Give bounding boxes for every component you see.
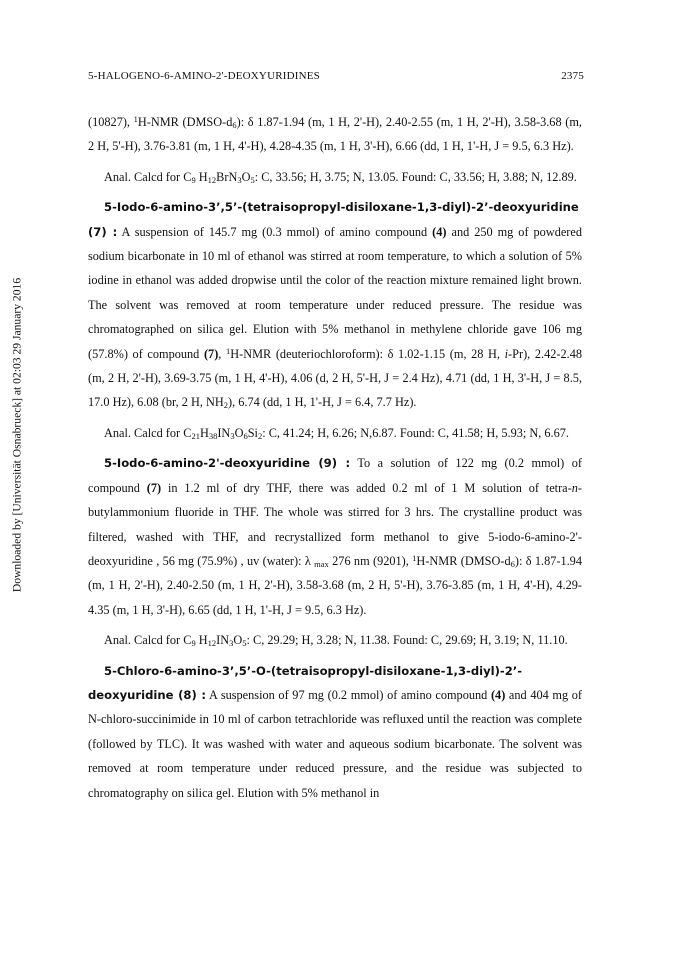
- download-watermark: [6, 190, 28, 680]
- elemental-analysis-7: Anal. Calcd for $C_{21}H_{38}IN_3O_6Si_2$: C, 41.24; H, 6.26; N,6.87. Found: C, 41.58; H, 5.93; N, 6.67.: [104, 425, 569, 441]
- article-body: [88, 110, 582, 805]
- compound-7-paragraph: 5-Iodo-6-amino-3’,5’-(tetraisopropyl-disiloxane-1,3-diyl)-2’-deoxyuridine (7) : A suspension of 145.7 mg (0.3 mmol) of amino compound (4) and 250 mg of powdered sodium bicarbonate in 10 ml of ethanol was stirred at room temperature, to which a solution of 5% iodine in ethanol was added dropwise until the color of the reaction mixture remained light brown. The solvent was removed at room temperature under reduced pressure. The residue was chromatographed on silica gel. Elution with 5% methanol in methylene chloride gave 106 mg (57.8%) of compound (7), $^1$H-NMR (deuteriochloroform): δ 1.02-1.15 (m, 28 H, i-Pr), 2.42-2.48 (m, 2 H, 2'-H), 3.69-3.75 (m, 1 H, 4'-H), 4.06 (d, 2 H, 5'-H, J = 2.4 Hz), 4.71 (dd, 1 H, 3'-H, J = 8.5, 17.0 Hz), 6.08 (br, 2 H, $NH_2$), 6.74 (dd, 1 H, 1'-H, J = 6.4, 7.7 Hz).: [88, 200, 583, 411]
- nmr-continuation-paragraph: (10827), $^1$H-NMR $(DMSO-d_6)$: δ 1.87-1.94 (m, 1 H, 2'-H), 2.40-2.55 (m, 1 H, 2'-H), 3.58-3.68 (m, 2 H, 5'-H), 3.76-3.81 (m, 1 H, 4'-H), 4.28-4.35 (m, 1 H, 3'-H), 6.66 (dd, 1 H, 1'-H, J = 9.5, 6.3 Hz).: [88, 114, 582, 154]
- download-note: Downloaded by [Universität Osnabrueck] at 02:03 29 January 2016: [10, 277, 24, 593]
- elemental-analysis-9: Anal. Calcd for $C_9$ $H_{12}IN_3O_5$: C, 29.29; H, 3.28; N, 11.38. Found: C, 29.69; H, 3.19; N, 11.10.: [104, 633, 568, 649]
- running-title: 5-HALOGENO-6-AMINO-2'-DEOXYURIDINES: [88, 70, 321, 82]
- page-number: 2375: [561, 70, 584, 82]
- elemental-analysis-bromo: Anal. Calcd for $C_9$ $H_{12}BrN_3O_5$: C, 33.56; H, 3.75; N, 13.05. Found: C, 33.56; H, 3.88; N, 12.89.: [104, 169, 577, 185]
- compound-8-paragraph: 5-Chloro-6-amino-3’,5’-O-(tetraisopropyl-disiloxane-1,3-diyl)-2’-deoxyuridine (8) : A suspension of 97 mg (0.2 mmol) of amino compound (4) and 404 mg of N-chloro-succinimide in 10 ml of carbon tetrachloride was refluxed until the reaction was complete (followed by TLC). It was washed with water and aqueous sodium bicarbonate. The solvent was removed at room temperature under reduced pressure, and the residue was subjected to chromatography on silica gel. Elution with 5% methanol in: [88, 663, 583, 800]
- compound-9-paragraph: 5-Iodo-6-amino-2'-deoxyuridine (9) : To a solution of 122 mg (0.2 mmol) of compound (7) in 1.2 ml of dry THF, there was added 0.2 ml of 1 M solution of tetra-n-butylammonium fluoride in THF. The whole was stirred for 3 hrs. The crystalline product was filtered, washed with THF, and recrystallized form methanol to give 5-iodo-6-amino-2'-deoxyuridine , 56 mg (75.9%) , uv (water): λ $_{max}$ 276 nm (9201), $^1$H-NMR $(DMSO-d_6)$: δ 1.87-1.94 (m, 1 H, 2'-H), 2.40-2.50 (m, 1 H, 2'-H), 3.58-3.68 (m, 2 H, 5'-H), 3.76-3.85 (m, 1 H, 4'-H), 4.29-4.35 (m, 1 H, 3'-H), 6.65 (dd, 1 H, 1'-H, J = 9.5, 6.3 Hz).: [88, 456, 582, 617]
